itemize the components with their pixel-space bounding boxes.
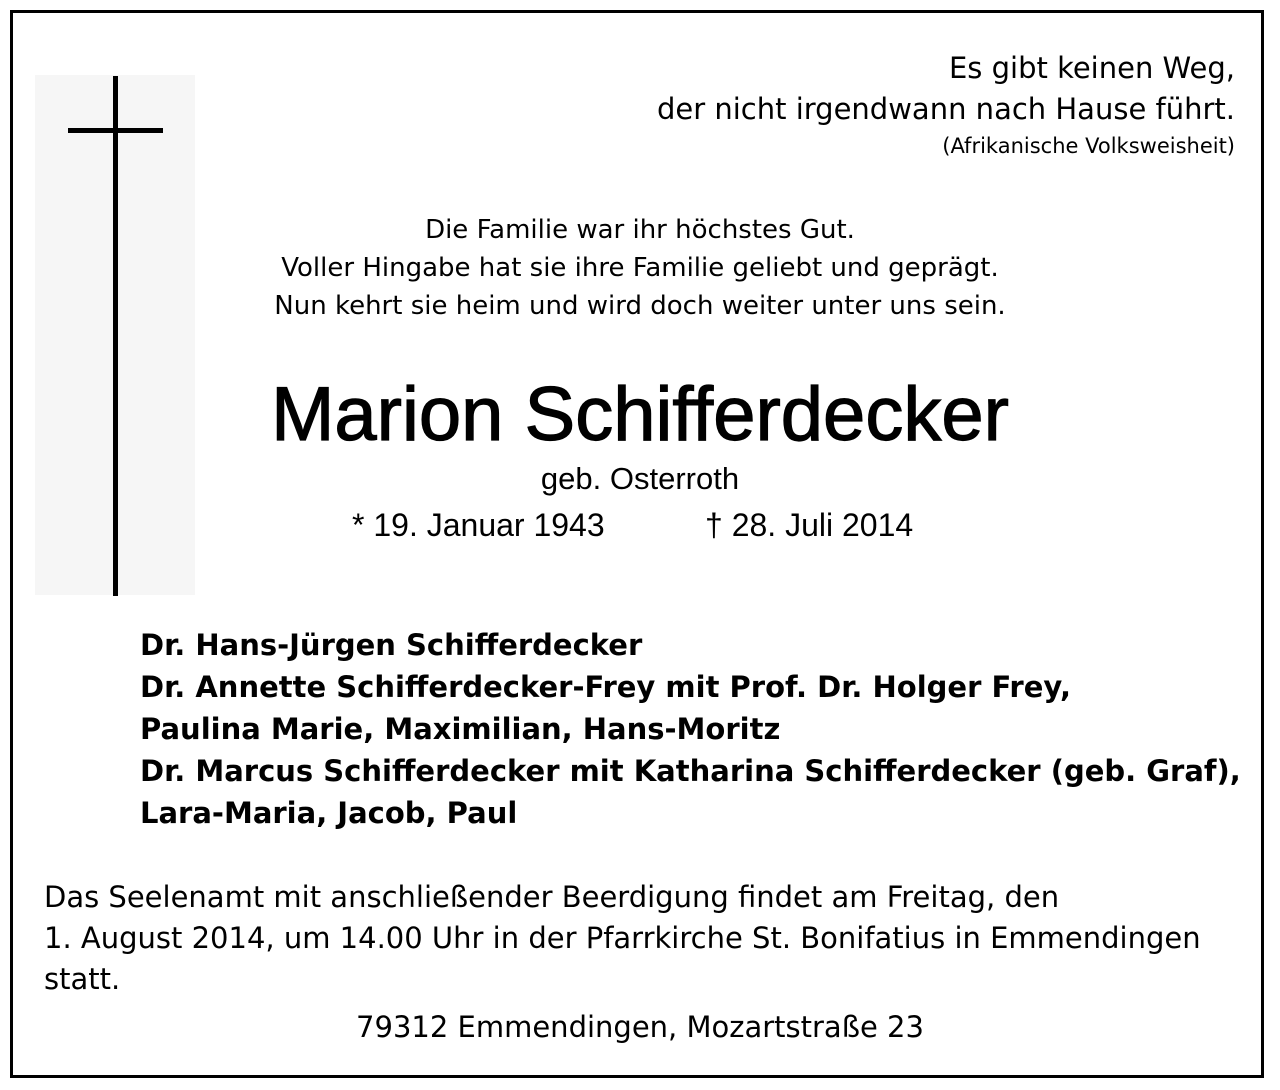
motto-line-2: der nicht irgendwann nach Hause führt. (656, 92, 1235, 126)
family-line: Lara-Maria, Jacob, Paul (140, 796, 518, 830)
family-address: 79312 Emmendingen, Mozartstraße 23 (356, 1010, 924, 1044)
verse-line-1: Die Familie war ihr höchstes Gut. (425, 215, 855, 245)
cross-horizontal-bar (68, 128, 163, 133)
family-line: Paulina Marie, Maximilian, Hans-Moritz (140, 712, 781, 746)
family-line: Dr. Marcus Schifferdecker mit Katharina Schifferdecker (geb. Graf), (140, 754, 1241, 788)
service-line-2: 1. August 2014, um 14.00 Uhr in der Pfarrkirche St. Bonifatius in Emmendingen (44, 921, 1201, 955)
family-line: Dr. Annette Schifferdecker-Frey mit Prof. Dr. Holger Frey, (140, 670, 1072, 704)
birth-date: * 19. Januar 1943 (352, 507, 605, 543)
family-list (140, 624, 1241, 834)
maiden-name: geb. Osterroth (540, 461, 740, 496)
verse-line-2: Voller Hingabe hat sie ihre Familie geliebt und geprägt. (281, 253, 999, 283)
motto-line-1: Es gibt keinen Weg, (948, 51, 1235, 85)
service-line-3: statt. (44, 962, 121, 996)
death-date: † 28. Juli 2014 (705, 507, 914, 543)
service-notice (44, 877, 1244, 1000)
motto-quote (657, 48, 1235, 130)
family-line: Dr. Hans-Jürgen Schifferdecker (140, 628, 643, 662)
cross-vertical-bar (113, 76, 118, 596)
motto-source: (Afrikanische Volksweisheit) (942, 134, 1235, 158)
verse-line-3: Nun kehrt sie heim und wird doch weiter unter uns sein. (274, 291, 1006, 321)
tribute-verse (240, 211, 1040, 325)
deceased-name: Marion Schifferdecker (271, 372, 1009, 457)
service-line-1: Das Seelenamt mit anschließender Beerdigung findet am Freitag, den (44, 880, 1060, 914)
